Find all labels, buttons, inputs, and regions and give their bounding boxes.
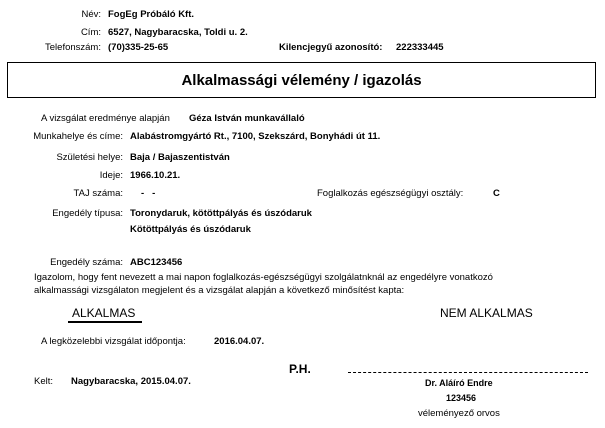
issued-place-date: Nagybaracska, 2015.04.07. (71, 376, 191, 387)
health-class-label: Foglalkozás egészségügyi osztály: (317, 188, 464, 199)
registration-id-label: Kilencjegyű azonosító: (279, 42, 383, 53)
statement-line-1: Igazolom, hogy fent nevezett a mai napon foglalkozás-egészségügyi szolgálatnknál az engedélyre vonatkozó (34, 272, 493, 283)
permit-type-line-1: Toronydaruk, kötöttpályás és úszódaruk (130, 208, 312, 219)
organization-address: 6527, Nagybaracska, Toldi u. 2. (108, 27, 248, 38)
result-unfit: NEM ALKALMAS (440, 306, 533, 320)
health-class-value: C (493, 188, 500, 199)
permit-type-line-2: Kötöttpályás és úszódaruk (130, 224, 251, 235)
employee-name: Géza István munkavállaló (189, 113, 305, 124)
permit-number-value: ABC123456 (130, 257, 183, 268)
permit-number-label: Engedély száma: (50, 257, 123, 268)
address-label: Cím: (80, 27, 101, 38)
issued-label: Kelt: (34, 376, 54, 387)
birth-date-value: 1966.10.21. (130, 170, 181, 181)
intro-label: A vizsgálat eredménye alapján (41, 113, 170, 124)
workplace-label: Munkahelye és címe: (33, 131, 123, 142)
result-fit: ALKALMAS (72, 306, 136, 320)
title-box (7, 62, 596, 98)
phone-label: Telefonszám: (45, 42, 101, 53)
next-exam-label: A legközelebbi vizsgálat időpontja: (41, 336, 186, 347)
organization-name: FogEg Próbáló Kft. (108, 9, 195, 20)
doctor-role: véleményező orvos (418, 408, 500, 419)
birthplace-value: Baja / Bajaszentistván (130, 152, 230, 163)
organization-phone: (70)335-25-65 (108, 42, 169, 53)
birth-date-label: Ideje: (99, 170, 123, 181)
birthplace-label: Születési helye: (56, 152, 123, 163)
signature-line (348, 372, 588, 373)
taj-label: TAJ száma: (73, 188, 123, 199)
permit-type-label: Engedély típusa: (52, 208, 123, 219)
taj-value: - - (141, 188, 156, 199)
stamp-placeholder: P.H. (289, 362, 311, 376)
doctor-name: Dr. Aláíró Endre (425, 378, 493, 388)
document-title: Alkalmassági vélemény / igazolás (181, 72, 422, 89)
workplace-value: Alabástromgyártó Rt., 7100, Szekszárd, Bonyhádi út 11. (130, 131, 381, 142)
next-exam-date: 2016.04.07. (214, 336, 265, 347)
doctor-id: 123456 (446, 393, 477, 403)
result-fit-underline (68, 321, 142, 323)
statement-line-2: alkalmassági vizsgálaton megjelent és a vizsgálat alapján a következő minősítést kapta: (34, 285, 405, 296)
name-label: Név: (81, 9, 101, 20)
registration-id-value: 222333445 (396, 42, 444, 53)
